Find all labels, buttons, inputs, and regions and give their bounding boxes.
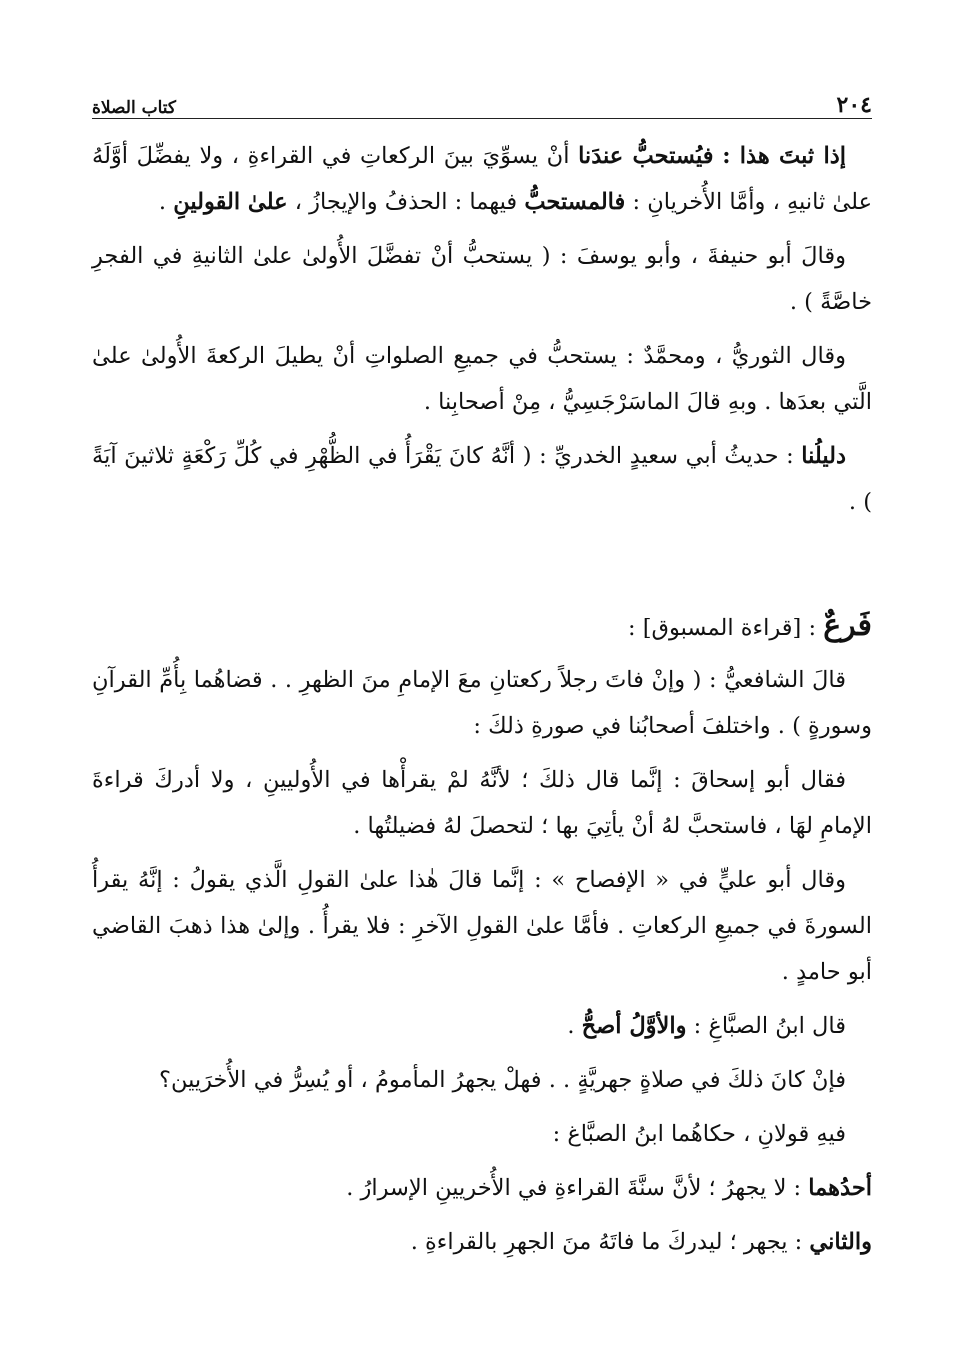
bold-phrase: علىٰ القولينِ [173, 189, 288, 215]
paragraph-text: : لا يجهرُ ؛ لأنَّ سنَّةَ القراءةِ في الأُخريينِ الإسرارُ . [346, 1175, 809, 1201]
paragraph: فقال أبو إسحاقَ : إنَّما قال ذلكَ ؛ لأنَّهُ لمْ يقرأْها في الأُوليينِ ، ولا أدركَ قراءةَ الإمامِ لهَا ، فاستحبَّ لهُ أنْ يأتِيَ بها ؛ لتحصلَ لهُ فضيلتُها . [92, 767, 872, 839]
paragraph-text: : يجهر ؛ ليدركَ ما فاتَهُ منَ الجهرِ بالقراءةِ . [410, 1229, 810, 1255]
paragraph: وقالَ أبو حنيفةَ ، وأبو يوسفَ : ( يستحبُّ أنْ تفضَّلَ الأُولىٰ علىٰ الثانيةِ في الفجرِ خاصَّةً ) . [92, 243, 872, 315]
paragraph: قالَ الشافعيُّ : ( وإنْ فاتَ رجلاً ركعتانِ معَ الإمامِ منَ الظهرِ . . قضاهُما بِأُمِّ القرآنِ وسورةٍ ) . واختلفَ أصحابُنا في صورةِ ذلكَ : [92, 667, 872, 739]
paragraph-text: . [158, 189, 174, 215]
paragraph-text: : حديثُ أبي سعيدٍ الخدريِّ : ( أنَّهُ كانَ يَقْرَأُ في الظُّهْرِ في كُلِّ رَكْعَةٍ ثلاثينَ آيَةً ) . [92, 443, 872, 515]
far-heading [92, 603, 872, 651]
paragraph: وقال أبو عليٍّ في « الإفصاح » : إنَّما قالَ هٰذا علىٰ القولِ الَّذي يقولُ : إنَّهُ يقرأُ السورةَ في جميعِ الركعاتِ . فأمَّا علىٰ القولِ الآخرِ : فلا يقرأُ . وإلىٰ هذا ذهبَ القاضي أبو حامدٍ . [92, 867, 872, 985]
paragraph-text: أنْ يسوِّيَ بينَ الركعاتِ في القراءةِ ، ولا يفضِّلَ أوَّلَهُ علىٰ ثانيهِ ، وأمَّا الأُخريانِ : [92, 143, 872, 215]
paragraph: فيهِ قولانِ ، حكاهُما ابنُ الصبَّاغ : [552, 1121, 846, 1147]
paragraph [92, 133, 872, 225]
paragraph-text: فيهما : الحذفُ والإيجازُ ، [287, 189, 525, 215]
paragraph [92, 1219, 872, 1265]
paragraph [92, 433, 872, 525]
paragraph: فإنْ كانَ ذلكَ في صلاةٍ جهريَّةٍ . . فهلْ يجهرُ المأمومُ ، أو يُسِرُّ في الأُخرَيين؟ [159, 1067, 846, 1093]
paragraph: وقال الثوريُّ ، ومحمَّدٌ : يستحبُّ في جميعِ الصلواتِ أنْ يطيلَ الركعةَ الأُولىٰ علىٰ الَّتي بعدَها . وبهِ قالَ الماسَرْجَسِيُّ ، مِنْ أصحابِنا . [92, 343, 872, 415]
bold-phrase: إذا ثبتَ هذا : [722, 143, 846, 169]
book-page [92, 84, 872, 1273]
bold-phrase: فالمستحبُّ [524, 189, 626, 215]
bold-phrase: والأوَّلُ أصحُّ [581, 1013, 687, 1039]
bold-phrase: والثاني [809, 1229, 872, 1255]
page-number: ٢٠٤ [836, 92, 872, 118]
bold-phrase: فيُستحبُّ عندَنا [578, 143, 714, 169]
paragraph [92, 1003, 872, 1049]
far-title: : [قراءة المسبوق] : [628, 615, 824, 641]
far-label: فَرعٌ [823, 608, 872, 643]
paragraph [92, 1165, 872, 1211]
paragraph-text: . [567, 1013, 582, 1039]
bold-phrase: أحدُهما [808, 1175, 872, 1201]
paragraph-text: قال ابنُ الصبَّاغِ : [686, 1013, 846, 1039]
page-body [92, 133, 872, 1265]
book-title: كتاب الصلاة [92, 98, 177, 118]
page-header [92, 84, 872, 119]
bold-phrase: دليلُنا [801, 443, 846, 469]
